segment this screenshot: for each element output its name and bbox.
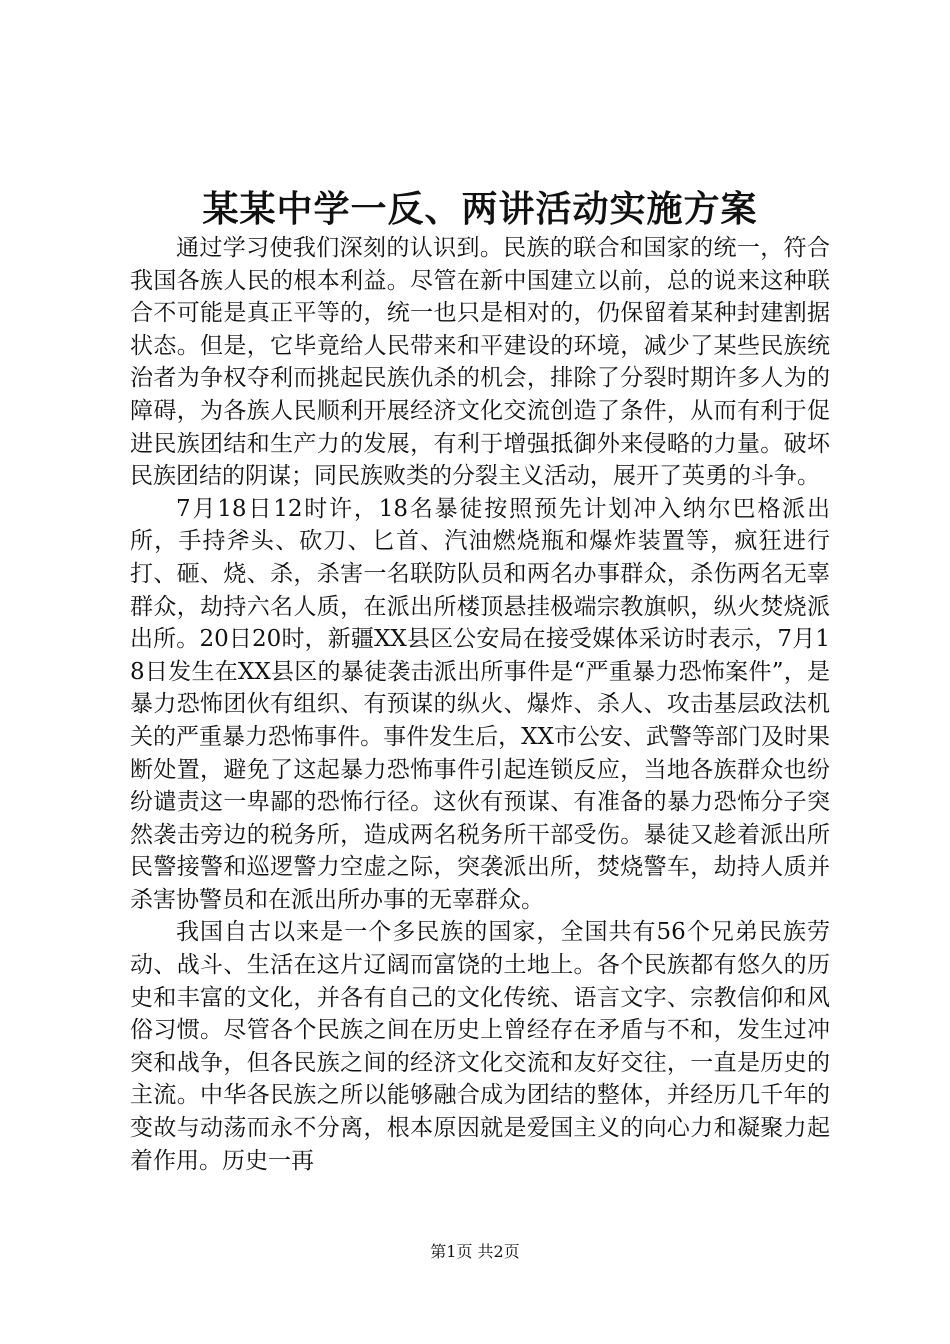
document-body <box>130 232 830 1177</box>
paragraph-1: 通过学习使我们深刻的认识到。民族的联合和国家的统一，符合我国各族人民的根本利益。尽管在新中国建立以前，总的说来这种联合不可能是真正平等的，统一也只是相对的，仍保留着某种封建割据状态。但是，它毕竟给人民带来和平建设的环境，减少了某些民族统治者为争权夺利而挑起民族仇杀的机会，排除了分裂时期许多人为的障碍，为各族人民顺利开展经济文化交流创造了条件，从而有利于促进民族团结和生产力的发展，有利于增强抵御外来侵略的力量。破坏民族团结的阴谋；同民族败类的分裂主义活动，展开了英勇的斗争。 <box>130 235 830 490</box>
paragraph-3: 我国自古以来是一个多民族的国家，全国共有56个兄弟民族劳动、战斗、生活在这片辽阔而富饶的土地上。各个民族都有悠久的历史和丰富的文化，并各有自己的文化传统、语言文字、宗教信仰和风俗习惯。尽管各个民族之间在历史上曾经存在矛盾与不和，发生过冲突和战争，但各民族之间的经济文化交流和友好交往，一直是历史的主流。中华各民族之所以能够融合成为团结的整体，并经历几千年的变故与动荡而永不分离，根本原因就是爱国主义的向心力和凝聚力起着作用。历史一再 <box>130 919 830 1174</box>
page-footer: 第1页 共2页 <box>430 1242 520 1261</box>
document-title: 某某中学一反、两讲活动实施方案 <box>202 188 758 230</box>
paragraph-2: 7月18日12时许，18名暴徒按照预先计划冲入纳尔巴格派出所，手持斧头、砍刀、匕首、汽油燃烧瓶和爆炸装置等，疯狂进行打、砸、烧、杀，杀害一名联防队员和两名办事群众，杀伤两名无辜群众，劫持六名人质，在派出所楼顶悬挂极端宗教旗帜，纵火焚烧派出所。20日20时，新疆XX县区公安局在接受媒体采访时表示，7月18日发生在XX县区的暴徒袭击派出所事件是“严重暴力恐怖案件”，是暴力恐怖团伙有组织、有预谋的纵火、爆炸、杀人、攻击基层政法机关的严重暴力恐怖事件。事件发生后，XX市公安、武警等部门及时果断处置，避免了这起暴力恐怖事件引起连锁反应，当地各族群众也纷纷谴责这一卑鄙的恐怖行径。这伙有预谋、有准备的暴力恐怖分子突然袭击旁边的税务所，造成两名税务所干部受伤。暴徒又趁着派出所民警接警和巡逻警力空虚之际，突袭派出所，焚烧警车，劫持人质并杀害协警员和在派出所办事的无辜群众。 <box>130 495 830 913</box>
